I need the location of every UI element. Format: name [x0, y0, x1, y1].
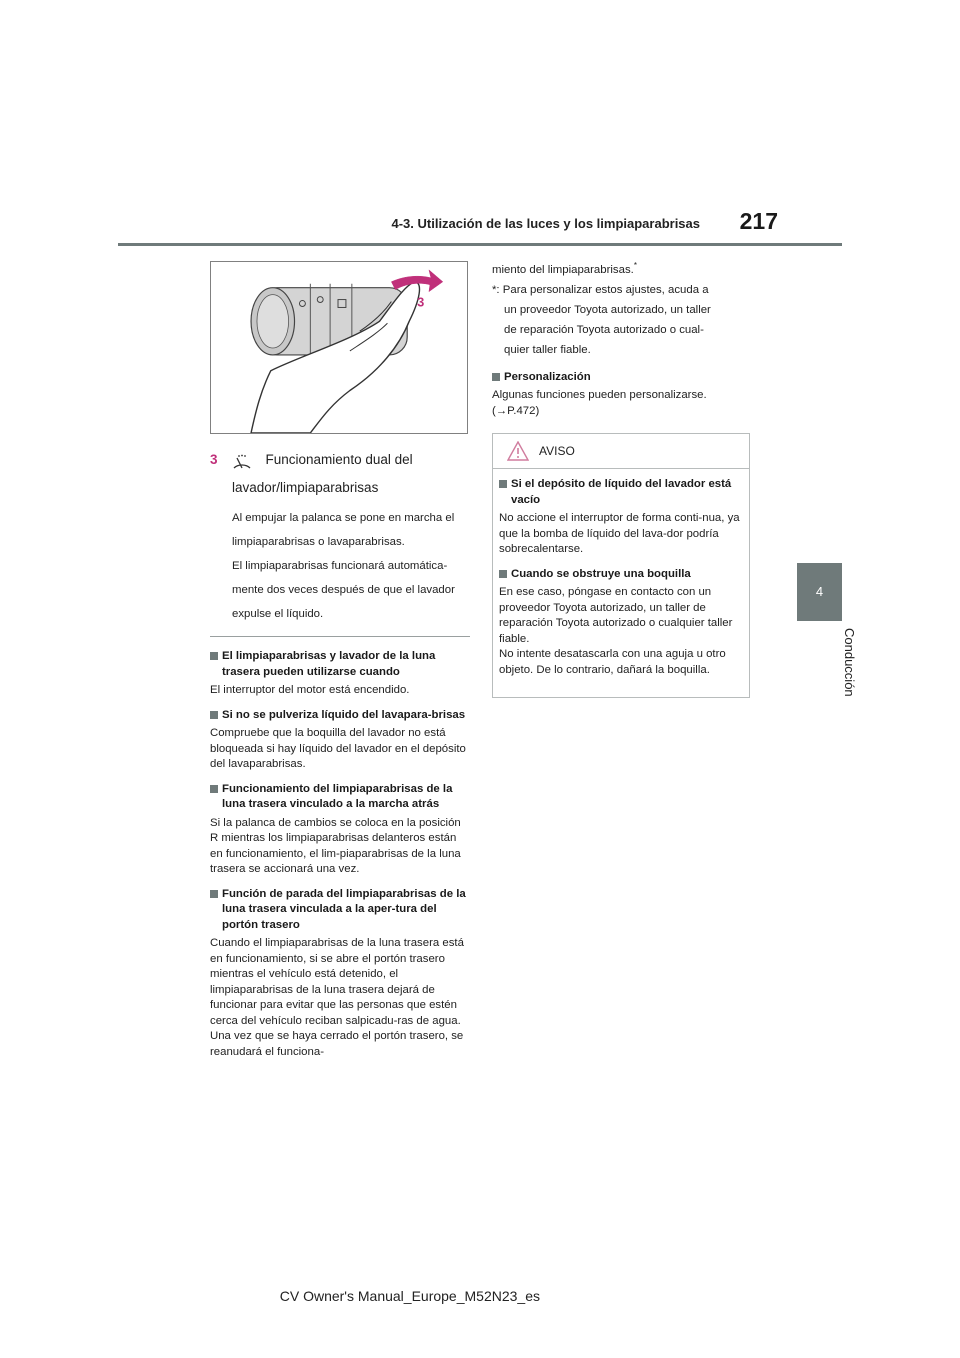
note-body: Cuando el limpiaparabrisas de la luna trasera está en funcionamiento, si se abre el portón trasero mientras el vehículo está detenido, el limpiaparabrisas de la luna trasera dejará de funcionar para evitar que las personas que estén cerca del vehículo reciban salpicadu-ras de agua. Una vez que se haya cerrado el portón trasero, se reanudará el funciona- [210, 937, 464, 1058]
step-text: mente dos veces después de que el lavador [232, 584, 455, 596]
note-heading: El limpiaparabrisas y lavador de la luna trasera pueden utilizarse cuando [210, 649, 470, 680]
step-text: El limpiaparabrisas funcionará automática- [232, 560, 448, 572]
note-body: El interruptor del motor está encendido. [210, 684, 410, 696]
step-3-heading [210, 446, 470, 502]
note-body: Compruebe que la boquilla del lavador no está bloqueada si hay líquido del lavador en el depósito del lavaparabrisas. [210, 727, 466, 770]
footnote-mark: * [633, 261, 637, 270]
warning-item-heading: Cuando se obstruye una boquilla [499, 567, 743, 583]
step-text: Al empujar la palanca se pone en marcha el [232, 512, 455, 524]
personalization-reference[interactable]: (→P.472) [492, 404, 540, 417]
footnote-line: un proveedor Toyota autorizado, un taller [504, 303, 711, 316]
footnote-line: de reparación Toyota autorizado o cual- [504, 323, 704, 336]
section-divider [210, 636, 470, 637]
figure-callout: 3 [417, 294, 425, 310]
warning-header [493, 434, 749, 469]
note-heading: Si no se pulveriza líquido del lavapara-brisas [210, 708, 470, 724]
step-text: expulse el líquido. [232, 608, 324, 620]
chapter-label: Conducción [842, 628, 857, 697]
warning-item-body: No intente desatascarla con una aguja u otro objeto. De lo contrario, dañará la boquilla. [499, 648, 726, 676]
washer-wiper-icon [232, 452, 252, 468]
continuation-sentence: miento del limpiaparabrisas. [492, 263, 634, 276]
footnote-line: quier taller fiable. [504, 343, 591, 356]
section-title: 4-3. Utilización de las luces y los limpiaparabrisas [391, 216, 700, 231]
warning-box [492, 433, 750, 698]
warning-item-heading: Si el depósito de líquido del lavador está vacío [499, 477, 743, 508]
step-text: limpiaparabrisas o lavaparabrisas. [232, 536, 405, 548]
warning-title: AVISO [539, 444, 575, 458]
step-title-line2: lavador/limpiaparabrisas [232, 480, 379, 495]
footnote-line: *: Para personalizar estos ajustes, acuda a [492, 283, 709, 296]
step-title-line1: Funcionamiento dual del [265, 452, 413, 467]
hand-pushing-lever-drawing [211, 262, 467, 433]
chapter-tab: 4 [797, 563, 842, 621]
header-rule [118, 243, 842, 246]
warning-triangle-icon [507, 441, 529, 461]
personalization-body: Algunas funciones pueden personalizarse. [492, 389, 707, 402]
personalization-heading: Personalización [492, 370, 750, 386]
note-body: Si la palanca de cambios se coloca en la posición R mientras los limpiaparabrisas delanteros están en funcionamiento, el lim-piaparabrisas de la luna trasera se accionará una vez. [210, 816, 461, 875]
note-heading: Funcionamiento del limpiaparabrisas de la luna trasera vinculado a la marcha atrás [210, 782, 470, 813]
continuation-text [492, 256, 750, 280]
warning-item-body: En ese caso, póngase en contacto con un proveedor Toyota autorizado, un taller de reparación Toyota autorizado o cualquier taller fiable. [499, 586, 733, 645]
wiper-lever-illustration [210, 261, 468, 434]
footnote [492, 280, 750, 360]
right-column [492, 256, 750, 428]
manual-footer: CV Owner's Manual_Europe_M52N23_es [279, 1288, 540, 1304]
page-number: 217 [739, 208, 778, 234]
warning-item-body: No accione el interruptor de forma conti-nua, ya que la bomba de líquido del lava-dor podría sobrecalentarse. [499, 512, 740, 555]
note-heading: Función de parada del limpiaparabrisas de la luna trasera vinculada a la aper-tura del portón trasero [210, 887, 470, 934]
step-number: 3 [210, 452, 218, 467]
left-column [210, 446, 470, 1069]
